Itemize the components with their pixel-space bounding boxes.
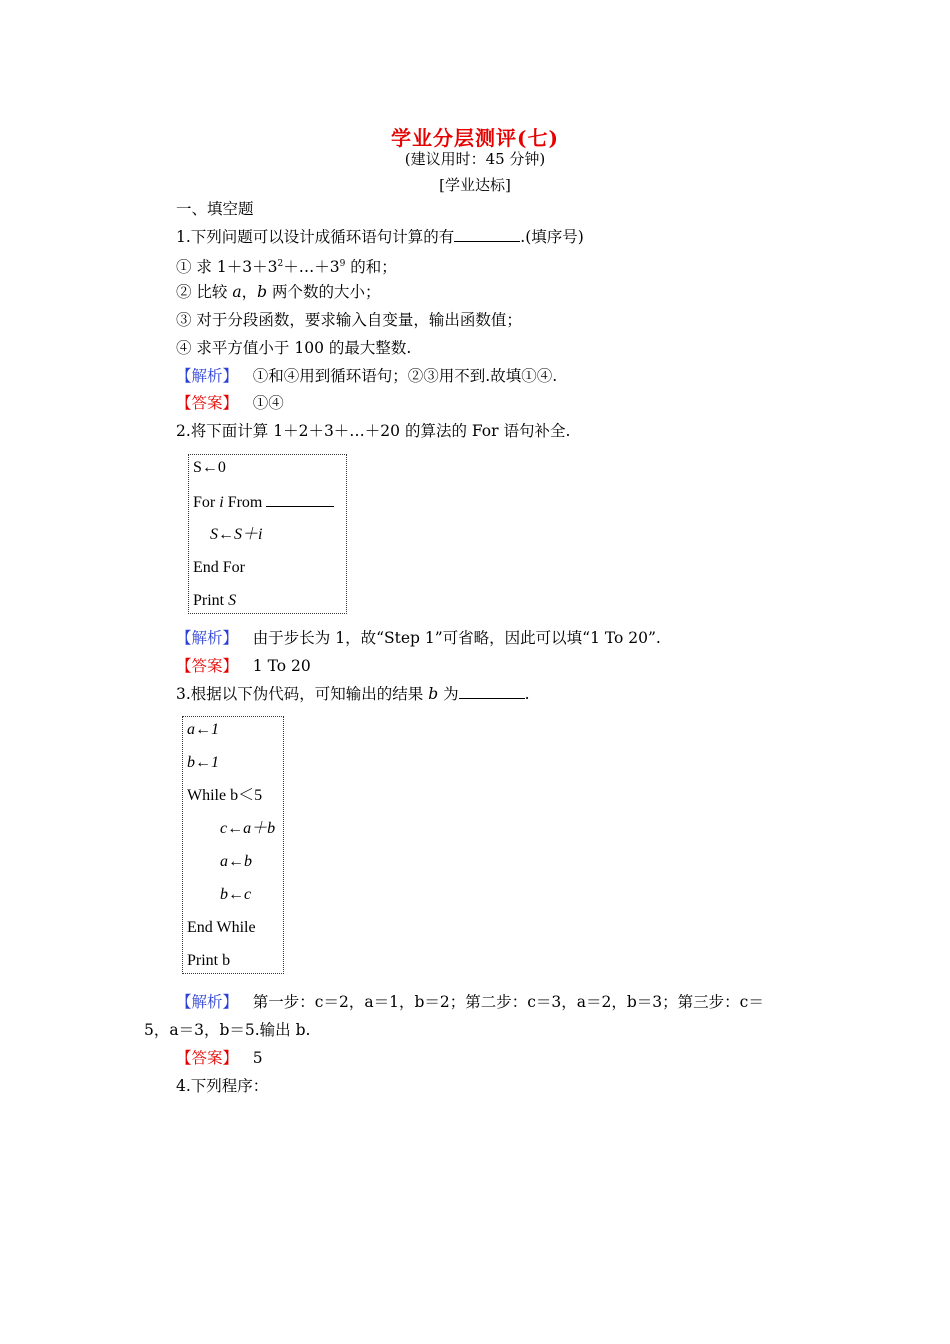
q2-analysis-text: 由于步长为 1，故“Step 1”可省略，因此可以填“1 To 20”.	[252, 629, 661, 647]
q2-analysis	[176, 628, 661, 648]
q3-analysis-continued: 5，a＝3，b＝5.输出 b.	[144, 1021, 311, 1039]
q2-code5-s: S	[228, 592, 237, 609]
q3-code-line-6: b←c	[220, 886, 252, 903]
q3-code-line-8: Print b	[187, 952, 231, 969]
q3-code-line-5: a←b	[220, 853, 252, 870]
q1-blank	[454, 227, 520, 242]
q1-option-1	[176, 254, 397, 277]
q1-answer-text: ①④	[252, 394, 284, 412]
q2-code-line-2	[193, 492, 334, 513]
q3-code-line-7: End While	[187, 919, 256, 936]
q1-stem	[176, 227, 584, 247]
answer-tag: 【答案】	[176, 394, 239, 412]
q1-opt2-post: 两个数的大小；	[267, 283, 381, 301]
q2-answer	[176, 656, 311, 676]
q1-option-4: ④ 求平方值小于 100 的最大整数.	[176, 339, 412, 357]
q1-option-3: ③ 对于分段函数，要求输入自变量，输出函数值；	[176, 311, 522, 329]
q2-code-line-3: S←S＋i	[210, 526, 263, 543]
q3-code-line-3: While b＜5	[187, 787, 263, 804]
q3-code-line-1: a←1	[187, 721, 219, 738]
q3-stem-post: 为	[438, 685, 459, 703]
q4-stem: 4.下列程序：	[176, 1077, 269, 1095]
q2-code-line-4: End For	[193, 559, 245, 576]
q2-code-line-5	[193, 591, 236, 611]
q3-code-line-4: c←a＋b	[220, 820, 276, 837]
answer-tag: 【答案】	[176, 657, 239, 675]
analysis-tag: 【解析】	[176, 367, 239, 385]
q2-code-blank	[266, 492, 334, 507]
q3-stem-b: b	[428, 685, 439, 703]
q1-analysis	[176, 366, 557, 386]
q1-opt2-b: b	[257, 283, 268, 301]
q1-option-2	[176, 282, 381, 302]
q3-answer	[176, 1048, 263, 1068]
q3-stem	[176, 684, 530, 704]
q2-answer-text: 1 To 20	[252, 657, 311, 675]
q3-blank	[459, 684, 525, 699]
level-label: [学业达标]	[439, 176, 511, 194]
q2-code2-pre: For	[193, 494, 220, 511]
q1-stem-text: 1.下列问题可以设计成循环语句计算的有	[176, 228, 455, 246]
suggested-time: (建议用时：45 分钟)	[404, 150, 546, 168]
q2-code-line-1: S←0	[193, 459, 226, 476]
q1-opt2-pre: ② 比较	[176, 283, 233, 301]
q1-opt1-sup2: 9	[339, 259, 346, 269]
q1-opt1-pre: ① 求 1＋3＋3	[176, 258, 278, 277]
q2-code5-pre: Print	[193, 592, 229, 609]
q3-code-line-2: b←1	[187, 754, 219, 771]
answer-tag: 【答案】	[176, 1049, 239, 1067]
page-title: 学业分层测评(七)	[391, 126, 559, 150]
q3-analysis	[176, 992, 764, 1012]
q1-opt2-a: a	[232, 283, 242, 301]
analysis-tag: 【解析】	[176, 993, 239, 1011]
q3-stem-pre: 3.根据以下伪代码，可知输出的结果	[176, 685, 429, 703]
q2-stem: 2.将下面计算 1＋2＋3＋…＋20 的算法的 For 语句补全.	[176, 422, 571, 440]
q1-stem-tail: .(填序号)	[520, 228, 584, 246]
q1-opt1-sup1: 2	[277, 259, 284, 269]
q1-opt1-post: 的和；	[345, 258, 397, 277]
q1-analysis-text: ①和④用到循环语句；②③用不到.故填①④.	[252, 367, 558, 385]
q2-code2-i: i	[219, 494, 224, 511]
q1-opt2-comma: ，	[241, 283, 258, 301]
section-heading: 一、填空题	[176, 200, 254, 218]
q3-answer-text: 5	[252, 1049, 263, 1067]
q2-code2-post: From	[223, 494, 267, 511]
analysis-tag: 【解析】	[176, 629, 239, 647]
q1-answer	[176, 393, 284, 413]
q3-analysis-text-1: 第一步：c＝2，a＝1，b＝2；第二步：c＝3，a＝2，b＝3；第三步：c＝	[252, 993, 764, 1011]
q3-stem-end: .	[524, 685, 530, 703]
q1-opt1-mid: ＋…＋3	[283, 258, 340, 277]
